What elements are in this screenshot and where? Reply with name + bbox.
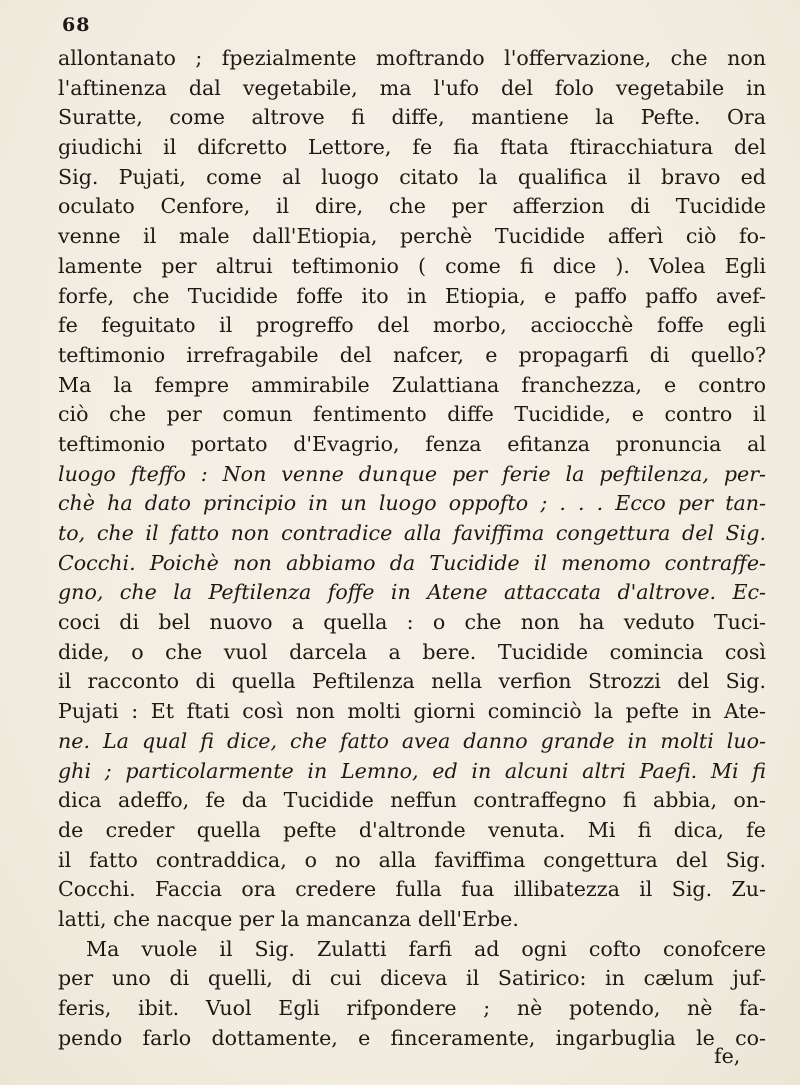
- text-line-28: il fatto contraddica, o no alla faviffima congettura del Sig.: [58, 847, 766, 872]
- text-line-15: luogo fteffo : Non venne dunque per ferie la peftilenza, per-: [58, 461, 766, 486]
- text-line-25: ghi ; particolarmente in Lemno, ed in alcuni altri Paefi. Mi fi: [58, 758, 766, 783]
- text-line-30: latti, che nacque per la mancanza dell'Erbe.: [58, 906, 519, 931]
- text-line-20: coci di bel nuovo a quella : o che non ha veduto Tuci-: [58, 610, 766, 635]
- text-line-23: Pujati : Et ftati così non molti giorni cominciò la pefte in Ate-: [58, 699, 766, 724]
- text-line-16: chè ha dato principio in un luogo oppofto ; . . . Ecco per tan-: [58, 491, 766, 516]
- text-line-22: il racconto di quella Peftilenza nella verfion Strozzi del Sig.: [58, 669, 766, 694]
- body-text: [58, 44, 766, 1053]
- text-line-17: to, che il fatto non contradice alla faviffima congettura del Sig.: [58, 521, 766, 545]
- catchword: fe,: [714, 1044, 741, 1068]
- text-line-13: ciò che per comun fentimento diffe Tucidide, e contro il: [58, 402, 766, 427]
- text-line-2: l'aftinenza dal vegetabile, ma l'ufo del folo vegetabile in: [58, 75, 766, 100]
- text-line-4: giudichi il difcretto Lettore, fe fia ftata ftiracchiatura del: [58, 135, 766, 160]
- text-line-34: pendo farlo dottamente, e finceramente, ingarbuglia le co-: [58, 1025, 766, 1050]
- text-line-33: feris, ibit. Vuol Egli rifpondere ; nè potendo, nè fa-: [58, 996, 766, 1020]
- text-line-10: fe feguitato il progreffo del morbo, acciocchè foffe egli: [58, 313, 766, 338]
- text-line-3: Suratte, come altrove fi diffe, mantiene la Pefte. Ora: [58, 105, 766, 130]
- text-line-9: forfe, che Tucidide foffe ito in Etiopia, e paffo paffo avef-: [58, 283, 766, 308]
- text-line-14: teftimonio portato d'Evagrio, fenza efitanza pronuncia al: [58, 431, 766, 456]
- text-line-11: teftimonio irrefragabile del nafcer, e propagarfi di quello?: [58, 342, 766, 367]
- text-line-32: per uno di quelli, di cui diceva il Satirico: in cælum juf-: [58, 966, 766, 991]
- text-line-6: oculato Cenfore, il dire, che per afferzion di Tucidide: [58, 194, 766, 219]
- text-line-7: venne il male dall'Etiopia, perchè Tucidide afferì ciò fo-: [58, 224, 766, 249]
- text-line-19: gno, che la Peftilenza foffe in Atene attaccata d'altrove. Ec-: [58, 580, 766, 605]
- text-line-12: Ma la fempre ammirabile Zulattiana franchezza, e contro: [58, 372, 766, 397]
- text-line-5: Sig. Pujati, come al luogo citato la qualifica il bravo ed: [58, 164, 766, 189]
- page-number: 68: [62, 14, 91, 36]
- text-line-1: allontanato ; fpezialmente moftrando l'offervazione, che non: [58, 46, 766, 70]
- text-line-21: dide, o che vuol darcela a bere. Tucidide comincia così: [58, 639, 766, 664]
- text-line-18: Cocchi. Poichè non abbiamo da Tucidide il menomo contraffe-: [58, 550, 766, 575]
- text-line-24: ne. La qual fi dice, che fatto avea danno grande in molti luo-: [58, 728, 766, 753]
- text-line-8: lamente per altrui teftimonio ( come fi dice ). Volea Egli: [58, 253, 766, 278]
- text-line-29: Cocchi. Faccia ora credere fulla fua illibatezza il Sig. Zu-: [58, 877, 766, 902]
- text-line-31: Ma vuole il Sig. Zulatti farfi ad ogni cofto conofcere: [86, 936, 766, 961]
- text-line-27: de creder quella pefte d'altronde venuta. Mi fi dica, fe: [58, 817, 766, 842]
- text-line-26: dica adeffo, fe da Tucidide neffun contraffegno fi abbia, on-: [58, 788, 766, 813]
